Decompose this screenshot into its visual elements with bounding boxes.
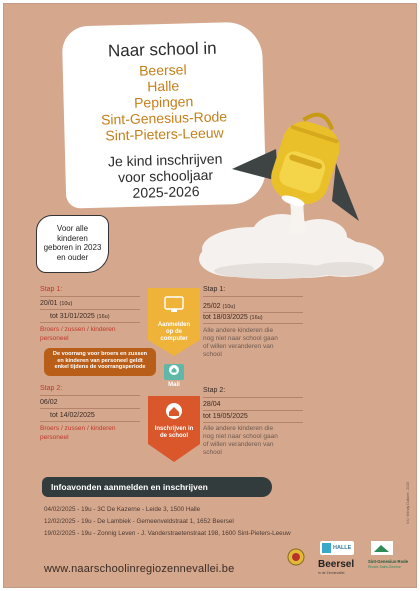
- event-row: 19/02/2025 - 19u - Zonnig Leven - J. Vanderstraetenstraat 198, 1600 Sint-Pieters-Leeuw: [44, 530, 291, 537]
- note-line: school: [203, 351, 222, 358]
- note-line: of willen veranderen van: [203, 343, 274, 350]
- municipality-logos: [286, 539, 411, 579]
- left-date-end-2: tot 14/02/2025: [50, 412, 95, 419]
- left-step2-title: Stap 2:: [40, 385, 63, 392]
- note-line: Broers / zussen / kinderen: [40, 425, 116, 432]
- event-time: 19u: [81, 506, 92, 513]
- left-date-start: [40, 300, 72, 307]
- date-text: 25/02: [203, 303, 221, 310]
- event-date: 12/02/2025: [44, 518, 76, 525]
- enroll-school-label: [150, 426, 198, 440]
- right-date-start: [203, 303, 235, 310]
- beersel-logo-text: Beersel: [318, 559, 355, 570]
- left-date-end: [50, 313, 110, 320]
- note-line: school: [203, 449, 222, 456]
- rode-logo-text: Sint-Genesius-Rode: [368, 559, 409, 564]
- date-text: 20/01: [40, 300, 58, 307]
- left-date-start-2: 06/02: [40, 399, 58, 406]
- event-row: 04/02/2025 - 19u - 3C De Kazerne - Leide 3, 1500 Halle: [44, 506, 201, 513]
- sub-line-2: voor schooljaar: [117, 166, 214, 186]
- event-date: 19/02/2025: [44, 530, 76, 537]
- left-note-2: [40, 425, 116, 442]
- priority-line: enkel tijdens de voorrangsperiode: [54, 364, 146, 371]
- rode-logo-sub: Rhode-Saint-Genèse: [368, 565, 401, 569]
- divider: [203, 323, 303, 324]
- time-text: (10u): [222, 304, 236, 310]
- divider: [203, 296, 303, 297]
- priority-note-box: [44, 348, 156, 376]
- divider: [40, 309, 140, 310]
- bubble-line: geboren in 2023: [43, 243, 102, 252]
- note-line: personeel: [40, 334, 69, 342]
- website-link[interactable]: www.naarschoolinregiozennevallei.be: [44, 563, 235, 575]
- bubble-line: kinderen: [57, 233, 88, 243]
- note-line: Alle andere kinderen die: [203, 327, 274, 334]
- place-beersel: Beersel: [138, 61, 187, 79]
- priority-line: De voorrang voor broers en zussen: [52, 351, 148, 357]
- note-line: Alle andere kinderen die: [203, 425, 274, 432]
- divider: [40, 408, 140, 409]
- divider: [40, 296, 140, 297]
- event-row: 12/02/2025 - 19u - De Lambiek - Gemeenveldstraat 1, 1652 Beersel: [44, 518, 234, 525]
- hex-line: de school: [159, 433, 188, 439]
- hex-line: Aanmelden: [157, 322, 191, 328]
- sub-line-1: Je kind inschrijven: [107, 150, 223, 170]
- event-address: J. Vanderstraetenstraat 198, 1600 Sint-Pieters-Leeuw: [141, 530, 291, 537]
- sub-line-3: 2025-2026: [132, 183, 200, 201]
- info-evenings-header: Infoavonden aanmelden en inschrijven: [42, 477, 272, 497]
- event-place: 3C De Kazerne: [97, 506, 141, 513]
- time-text: (16u): [96, 314, 110, 320]
- event-date: 04/02/2025: [44, 506, 76, 513]
- time-text: (16u): [249, 315, 263, 321]
- beersel-logo-sub: in de Zennevallei: [318, 571, 345, 575]
- right-date-end-2: tot 19/05/2025: [203, 413, 248, 420]
- poster: [3, 3, 417, 588]
- event-address: Gemeenveldstraat 1, 1652 Beersel: [136, 518, 234, 525]
- right-step1-title: Stap 1:: [203, 286, 226, 293]
- right-note-2: [203, 425, 278, 457]
- date-text: tot 31/01/2025: [50, 313, 95, 320]
- left-step1-title: Stap 1:: [40, 286, 63, 293]
- note-line: personeel: [40, 433, 69, 441]
- date-text: tot 18/03/2025: [203, 314, 248, 321]
- place-halle: Halle: [147, 77, 180, 95]
- time-text: (10u): [59, 301, 73, 307]
- register-online-label: [150, 322, 198, 343]
- right-step2-title: Stap 2:: [203, 387, 226, 394]
- note-line: of willen veranderen van: [203, 441, 274, 448]
- event-time: 19u: [81, 530, 92, 537]
- hex-line: op de: [166, 329, 182, 335]
- right-date-end: [203, 314, 263, 321]
- rocket-backpack-icon: [194, 109, 414, 289]
- divider: [40, 395, 140, 396]
- bubble-line: en ouder: [56, 252, 89, 262]
- hex-line: computer: [160, 336, 188, 342]
- event-place: Zonnig Leven: [97, 530, 136, 537]
- divider: [203, 312, 303, 313]
- divider: [203, 422, 303, 423]
- left-note-1: [40, 326, 116, 343]
- place-sint-genesius-rode: Sint-Genesius-Rode: [100, 108, 228, 128]
- publisher-credit: V.U. Wendy Dullaert - 2025: [406, 481, 410, 524]
- divider: [203, 410, 303, 411]
- right-note-1: [203, 327, 278, 359]
- event-time: 19u: [81, 518, 92, 525]
- place-sint-pieters-leeuw: Sint-Pieters-Leeuw: [105, 124, 224, 144]
- note-line: nog niet naar school gaan: [203, 433, 278, 440]
- divider: [203, 397, 303, 398]
- note-line: Broers / zussen / kinderen: [40, 326, 116, 333]
- event-place: De Lambiek: [97, 518, 131, 525]
- right-date-start-2: 28/04: [203, 401, 221, 408]
- headline-intro: Naar school in: [107, 38, 217, 61]
- place-pepingen: Pepingen: [133, 93, 194, 111]
- bubble-line: Voor alle: [56, 224, 89, 233]
- priority-line: en kinderen van personeel geldt: [57, 357, 143, 364]
- divider: [40, 322, 140, 323]
- divider: [40, 421, 140, 422]
- halle-logo-text: HALLE: [333, 545, 352, 551]
- event-address: Leide 3, 1500 Halle: [145, 506, 201, 513]
- age-bubble: [36, 215, 109, 273]
- note-line: nog niet naar school gaan: [203, 335, 278, 342]
- mail-label: Mail: [168, 382, 180, 388]
- hex-line: Inschrijven in: [154, 426, 194, 432]
